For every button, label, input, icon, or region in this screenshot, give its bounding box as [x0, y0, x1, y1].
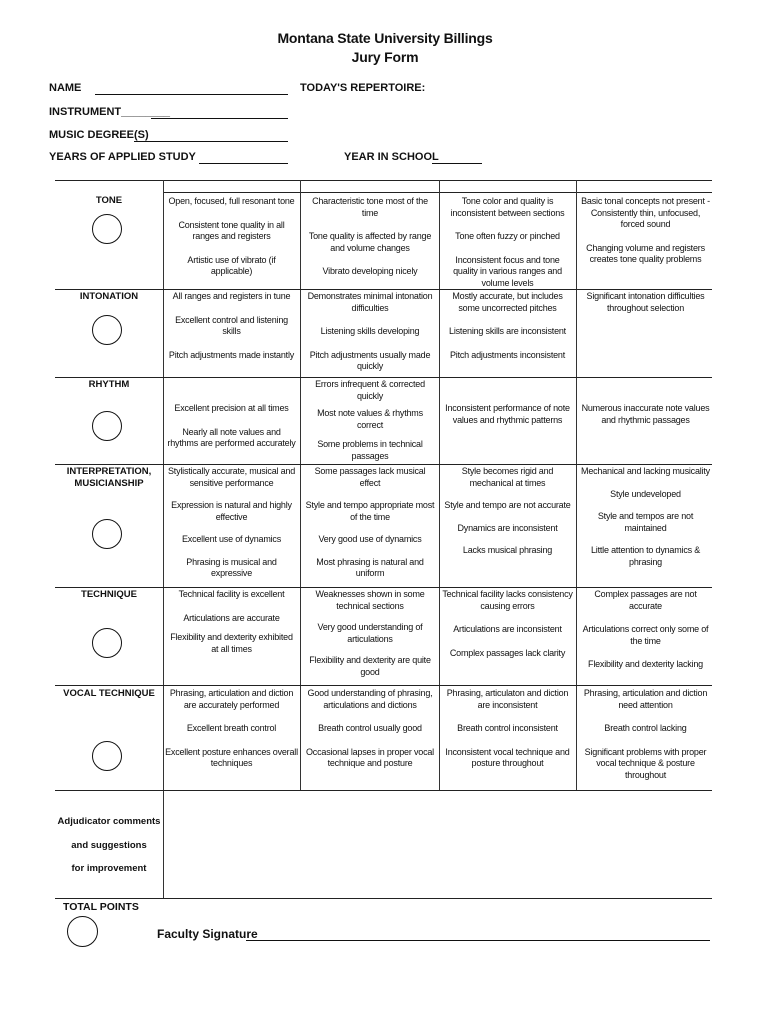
rhythm-score-circle[interactable] — [92, 411, 122, 441]
total-points-circle[interactable] — [67, 916, 98, 947]
technique-score-circle[interactable] — [92, 628, 122, 658]
interpretation-label: INTERPRETATION, MUSICIANSHIP — [66, 466, 152, 489]
comments-label-line1: Adjudicator comments — [57, 816, 161, 827]
form-title: Montana State University Billings — [277, 30, 493, 46]
intonation-excellent: All ranges and registers in tune Excellent control and listening skills Pitch adjustments made instantly — [168, 291, 295, 360]
row-separator — [55, 685, 712, 686]
faculty-signature-field[interactable] — [246, 940, 710, 941]
technique-poor: Complex passages are not accurate Articulations correct only some of the time Flexibility and dexterity lacking — [582, 589, 709, 669]
years-applied-field[interactable] — [199, 163, 288, 164]
tone-excellent: Open, focused, full resonant tone Consistent tone quality in all ranges and registers Artistic use of vibrato (if applicable) — [168, 196, 295, 276]
tone-poor: Basic tonal concepts not present - Consistently thin, unfocused, forced sound Changing volume and registers creates tone quality problems — [581, 196, 710, 264]
tone-good: Characteristic tone most of the time Tone quality is affected by range and volume changes Vibrato developing nicely — [308, 196, 432, 276]
tone-label: TONE — [95, 195, 123, 206]
rhythm-poor: Numerous inaccurate note values and rhythmic passages — [581, 403, 710, 425]
row-separator — [55, 790, 712, 791]
row-separator — [55, 464, 712, 465]
technique-fair: Technical facility lacks consistency causing errors Articulations are inconsistent Complex passages lack clarity — [442, 589, 573, 658]
instrument-field[interactable] — [151, 118, 288, 119]
faculty-signature-label: Faculty Signature — [157, 927, 258, 941]
comments-area[interactable] — [166, 793, 710, 895]
technique-label: TECHNIQUE — [81, 589, 137, 600]
interpretation-fair: Style becomes rigid and mechanical at times Style and tempo are not accurate Dynamics are inconsistent Lacks musical phrasing — [444, 466, 571, 555]
year-in-school-field[interactable] — [432, 163, 482, 164]
music-degree-label: MUSIC DEGREE(S) — [49, 129, 149, 141]
table-column-divider — [300, 180, 301, 790]
instrument-label: INSTRUMENT________ — [49, 106, 171, 118]
comments-label-line3: for improvement — [71, 863, 147, 874]
intonation-good: Demonstrates minimal intonation difficulties Listening skills developing Pitch adjustments usually made quickly — [307, 291, 433, 371]
vocal-good: Good understanding of phrasing, articulations and dictions Breath control usually good Occasional lapses in proper vocal technique and posture — [306, 688, 434, 768]
form-subtitle: Jury Form — [351, 49, 419, 65]
row-separator — [55, 587, 712, 588]
rhythm-good: Errors infrequent & corrected quickly Most note values & rhythms correct Some problems in technical passages — [315, 379, 425, 461]
years-applied-label: YEARS OF APPLIED STUDY — [49, 151, 196, 163]
name-field[interactable] — [95, 94, 288, 95]
table-top-border — [55, 180, 712, 181]
interpretation-good: Some passages lack musical effect Style and tempo appropriate most of the time Very good use of dynamics Most phrasing is natural and uniform — [305, 466, 435, 578]
table-bottom-border — [55, 898, 712, 899]
name-label: NAME — [49, 82, 82, 94]
rhythm-excellent: Excellent precision at all times Nearly all note values and rhythms are performed accurately — [167, 403, 296, 448]
intonation-poor: Significant intonation difficulties throughout selection — [586, 291, 705, 313]
vocal-poor: Phrasing, articulation and diction need attention Breath control lacking Significant problems with proper vocal technique & posture throughout — [583, 688, 708, 780]
total-points-label: TOTAL POINTS — [63, 901, 139, 913]
intonation-score-circle[interactable] — [92, 315, 122, 345]
table-column-divider — [576, 180, 577, 790]
interpretation-poor: Mechanical and lacking musicality Style undeveloped Style and tempos are not maintained Little attention to dynamics & phrasing — [581, 466, 710, 567]
intonation-fair: Mostly accurate, but includes some uncorrected pitches Listening skills are inconsistent Pitch adjustments inconsistent — [449, 291, 566, 360]
comments-label-line2: and suggestions — [71, 840, 147, 851]
music-degree-field[interactable] — [134, 141, 288, 142]
vocal-fair: Phrasing, articulaton and diction are inconsistent Breath control inconsistent Inconsistent vocal technique and posture throughout — [445, 688, 570, 768]
vocal-technique-score-circle[interactable] — [92, 741, 122, 771]
repertoire-label: TODAY'S REPERTOIRE: — [300, 82, 426, 94]
rhythm-label: RHYTHM — [88, 379, 130, 390]
row-separator — [55, 289, 712, 290]
rhythm-fair: Inconsistent performance of note values and rhythmic patterns — [445, 403, 570, 425]
year-in-school-label: YEAR IN SCHOOL — [344, 151, 439, 163]
interpretation-score-circle[interactable] — [92, 519, 122, 549]
table-header-border — [163, 192, 712, 193]
tone-fair: Tone color and quality is inconsistent between sections Tone often fuzzy or pinched Inconsistent focus and tone quality in various ranges and volume levels — [450, 196, 565, 288]
interpretation-excellent: Stylistically accurate, musical and sensitive performance Expression is natural and highly effective Excellent use of dynamics Phrasing is musical and expressive — [167, 466, 296, 578]
intonation-label: INTONATION — [79, 291, 139, 302]
vocal-excellent: Phrasing, articulation and diction are accurately performed Excellent breath control Excellent posture enhances overall techniques — [165, 688, 298, 768]
row-separator — [55, 377, 712, 378]
technique-excellent: Technical facility is excellent Articulations are accurate Flexibility and dexterity exhibited at all times — [170, 589, 293, 654]
vocal-technique-label: VOCAL TECHNIQUE — [63, 688, 155, 699]
technique-good: Weaknesses shown in some technical sections Very good understanding of articulations Flexibility and dexterity are quite good — [309, 589, 431, 677]
tone-score-circle[interactable] — [92, 214, 122, 244]
